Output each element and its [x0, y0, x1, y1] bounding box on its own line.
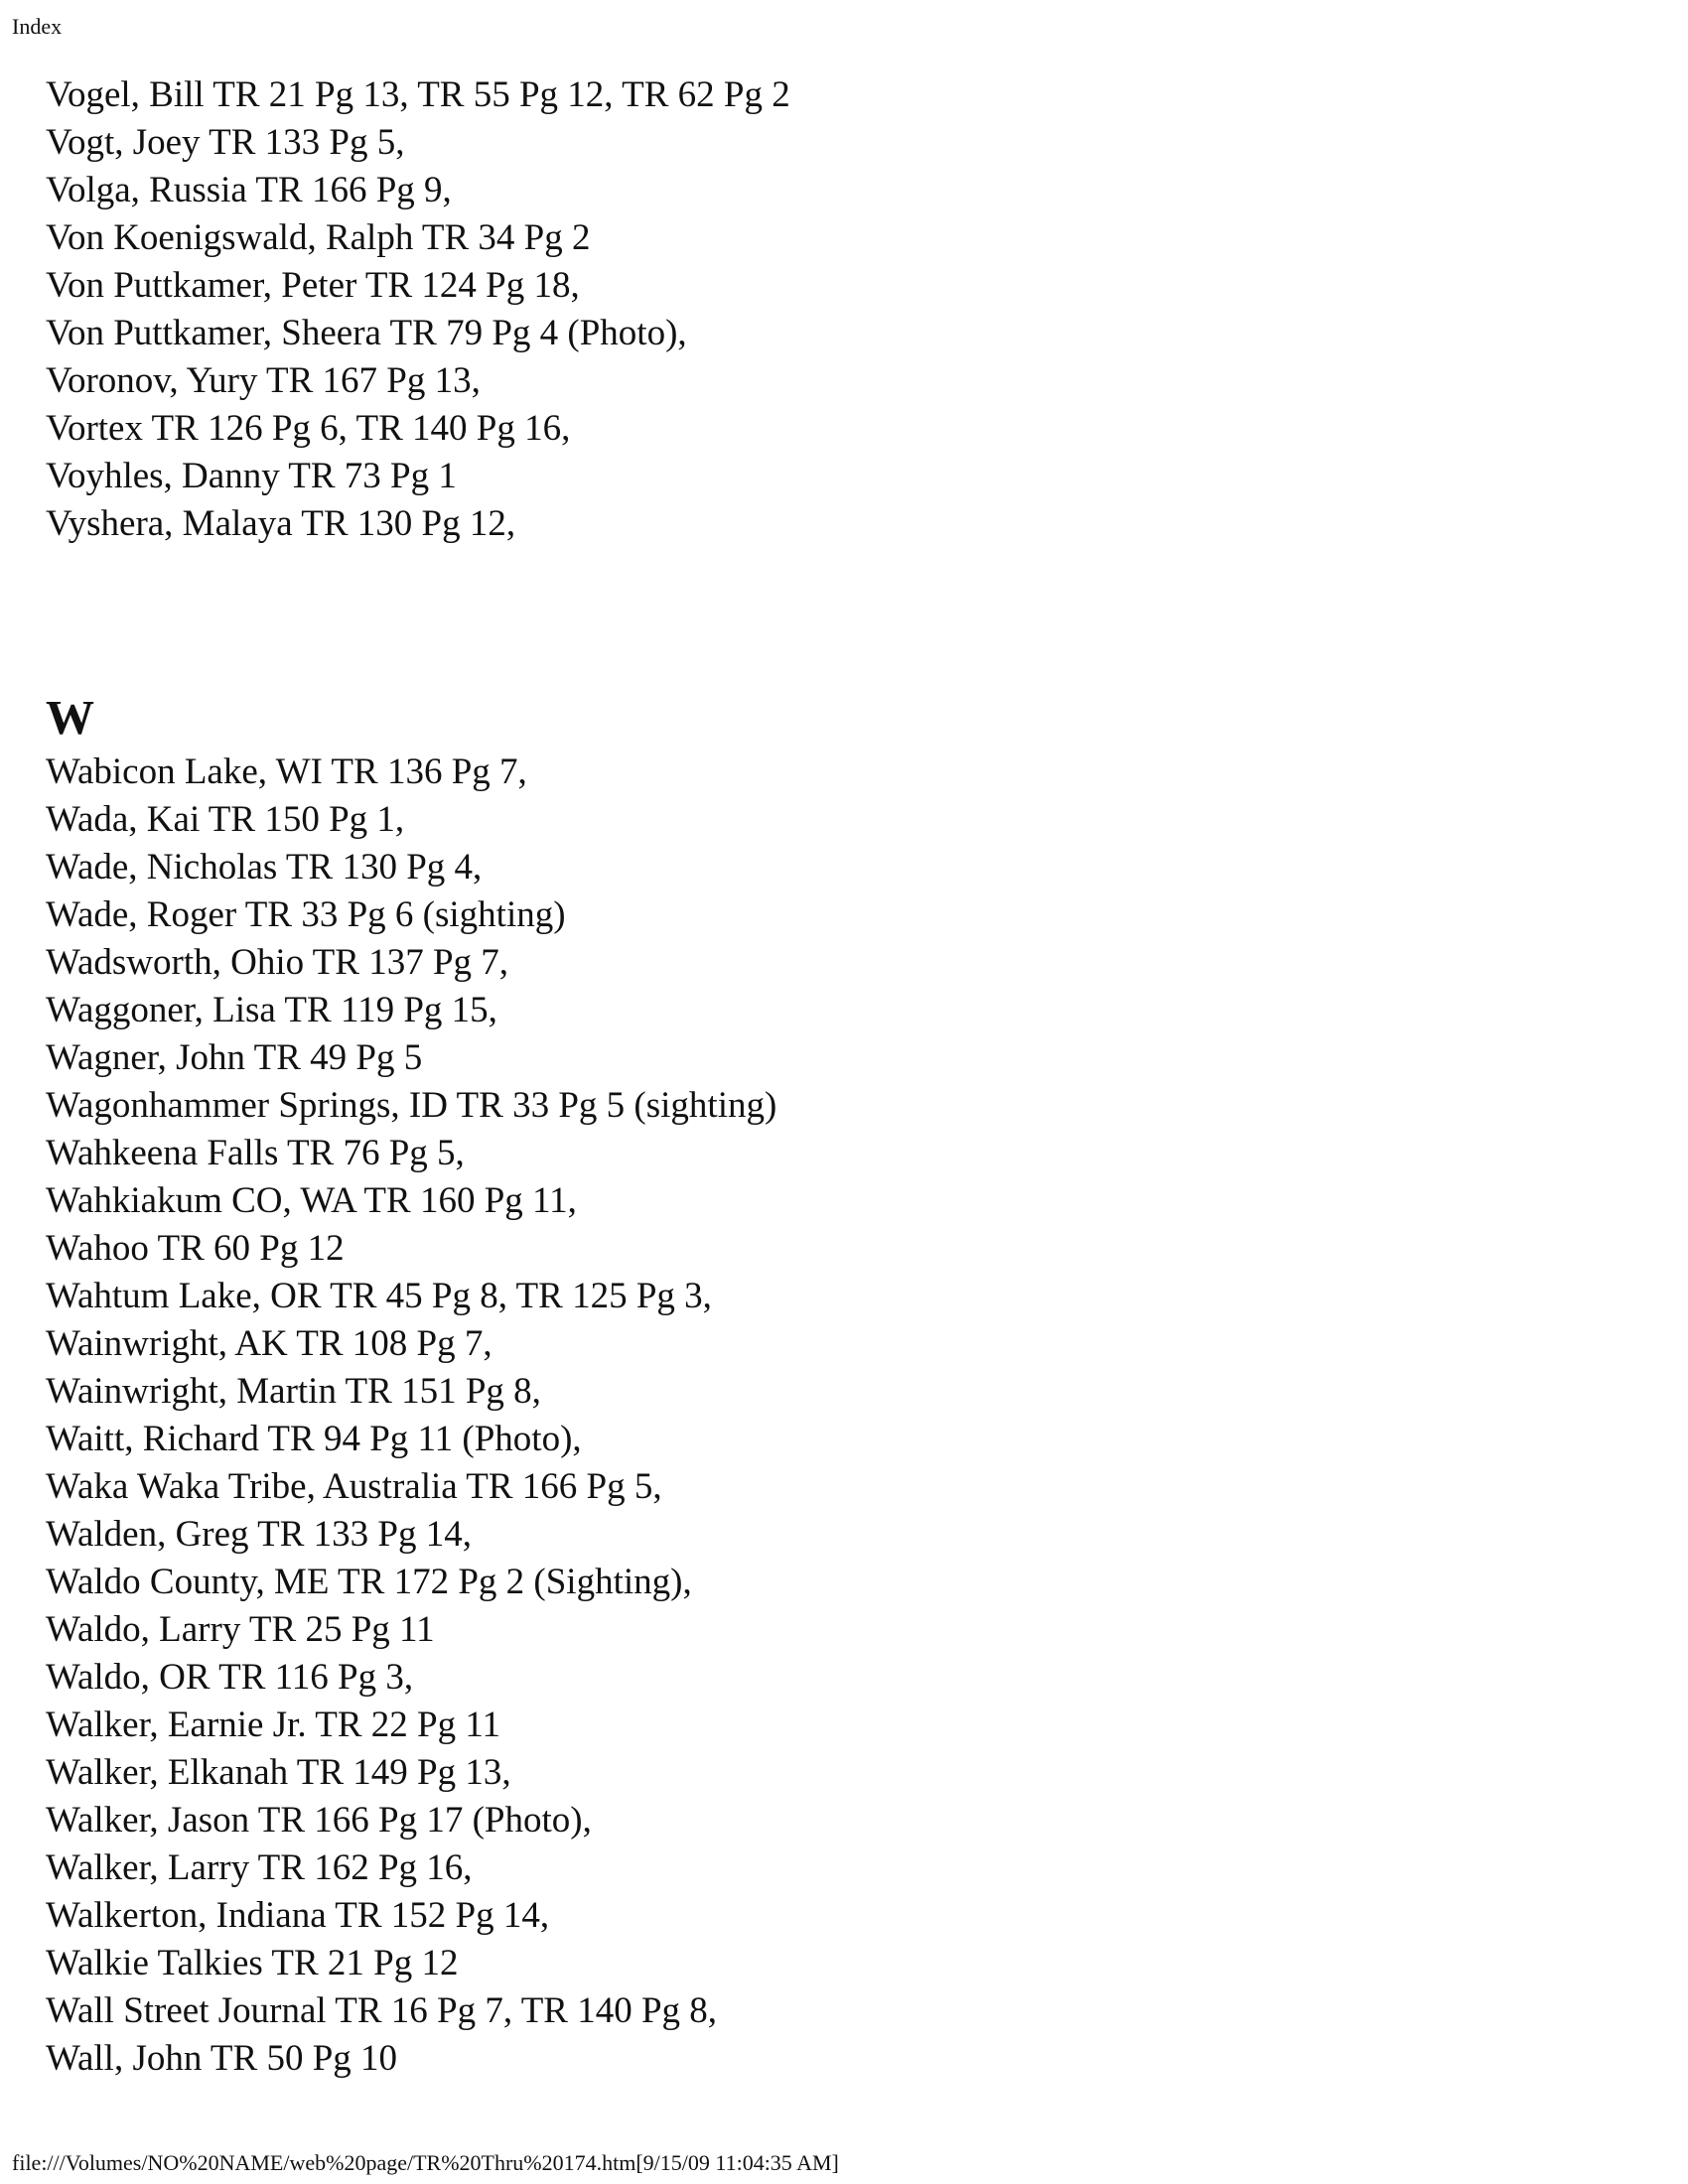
index-entry: Waldo County, ME TR 172 Pg 2 (Sighting),: [46, 1562, 692, 1602]
index-entry: Wall Street Journal TR 16 Pg 7, TR 140 Pg 8,: [46, 1990, 718, 2031]
index-entry: Walker, Larry TR 162 Pg 16,: [46, 1847, 473, 1888]
index-entry: Wade, Nicholas TR 130 Pg 4,: [46, 847, 483, 887]
page-footer-path: file:///Volumes/NO%20NAME/web%20page/TR%20Thru%20174.htm[9/15/09 11:04:35 AM]: [12, 2150, 839, 2175]
index-entry: Wahkeena Falls TR 76 Pg 5,: [46, 1133, 465, 1173]
index-entry: Vogt, Joey TR 133 Pg 5,: [46, 122, 405, 163]
index-section-w: [46, 687, 1535, 2083]
index-entry: Waldo, OR TR 116 Pg 3,: [46, 1657, 414, 1698]
index-entry: Wahoo TR 60 Pg 12: [46, 1228, 345, 1269]
index-entry: Walkerton, Indiana TR 152 Pg 14,: [46, 1895, 550, 1936]
index-entry: Vortex TR 126 Pg 6, TR 140 Pg 16,: [46, 408, 571, 449]
index-entry: Vogel, Bill TR 21 Pg 13, TR 55 Pg 12, TR 62 Pg 2: [46, 74, 790, 115]
index-entry: Walker, Elkanah TR 149 Pg 13,: [46, 1752, 511, 1793]
index-entry: Wade, Roger TR 33 Pg 6 (sighting): [46, 894, 566, 935]
index-entry: Waka Waka Tribe, Australia TR 166 Pg 5,: [46, 1466, 662, 1507]
index-entry: Walker, Earnie Jr. TR 22 Pg 11: [46, 1705, 500, 1745]
index-entry: Waldo, Larry TR 25 Pg 11: [46, 1609, 435, 1650]
index-entry: Wagonhammer Springs, ID TR 33 Pg 5 (sighting): [46, 1085, 777, 1126]
section-letter-heading: W: [46, 690, 94, 745]
index-entry: Wada, Kai TR 150 Pg 1,: [46, 799, 405, 840]
index-entry: Voronov, Yury TR 167 Pg 13,: [46, 360, 481, 401]
index-entry: Walkie Talkies TR 21 Pg 12: [46, 1943, 459, 1983]
index-entry: Waggoner, Lisa TR 119 Pg 15,: [46, 990, 497, 1030]
index-entry: Waitt, Richard TR 94 Pg 11 (Photo),: [46, 1419, 582, 1459]
index-entry: Vyshera, Malaya TR 130 Pg 12,: [46, 503, 516, 544]
index-entry: Von Koenigswald, Ralph TR 34 Pg 2: [46, 217, 591, 258]
index-section-v: [46, 71, 1535, 548]
index-entry: Wahkiakum CO, WA TR 160 Pg 11,: [46, 1180, 577, 1221]
index-entry: Volga, Russia TR 166 Pg 9,: [46, 170, 452, 210]
index-entry: Von Puttkamer, Sheera TR 79 Pg 4 (Photo),: [46, 313, 687, 353]
index-entry: Walker, Jason TR 166 Pg 17 (Photo),: [46, 1800, 592, 1841]
page-header-title: Index: [12, 14, 63, 39]
index-entry: Wabicon Lake, WI TR 136 Pg 7,: [46, 751, 527, 792]
index-entry: Wadsworth, Ohio TR 137 Pg 7,: [46, 942, 509, 983]
index-entry: Wainwright, Martin TR 151 Pg 8,: [46, 1371, 541, 1412]
index-entry: Von Puttkamer, Peter TR 124 Pg 18,: [46, 265, 580, 306]
index-entry: Walden, Greg TR 133 Pg 14,: [46, 1514, 472, 1555]
index-entry: Wahtum Lake, OR TR 45 Pg 8, TR 125 Pg 3,: [46, 1276, 712, 1316]
index-entry: Wainwright, AK TR 108 Pg 7,: [46, 1323, 492, 1364]
index-entry: Wagner, John TR 49 Pg 5: [46, 1037, 423, 1078]
index-entry: Wall, John TR 50 Pg 10: [46, 2038, 398, 2079]
index-entry: Voyhles, Danny TR 73 Pg 1: [46, 456, 457, 496]
